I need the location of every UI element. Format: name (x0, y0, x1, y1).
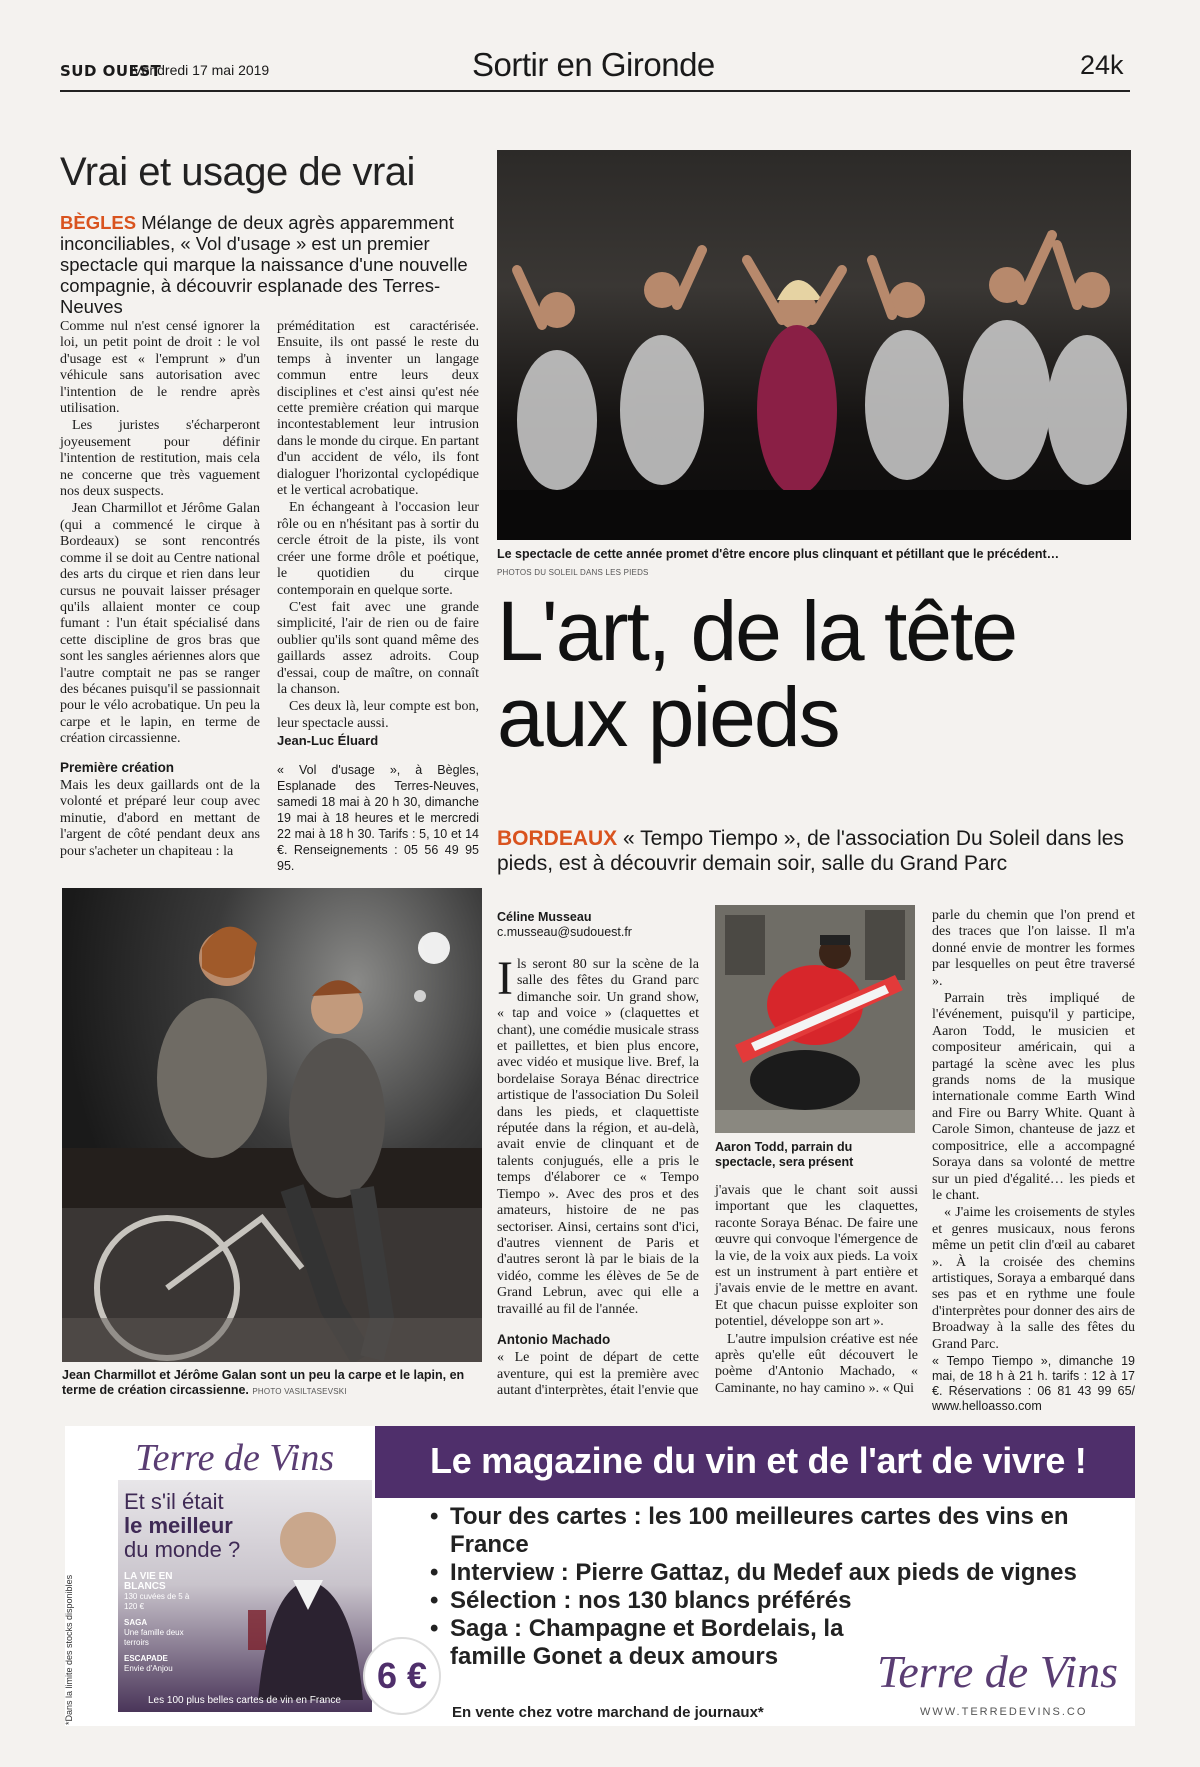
header-rule (60, 90, 1130, 92)
article2-paragraph: Parrain très impliqué de l'événement, puisqu'il y participe, Aaron Todd, le musicien et compositeur américain, qui a partagé la scène avec les plus grands noms de la musique internationale comme Earth Wind and Fire ou Barry White. Quant à Carole Simon, chanteuse de jazz et compositrice, elle a accompagné Soraya dans sa volonté de mettre sur un pied d'égalité… les pieds et le chant. (932, 991, 1135, 1203)
photo-aaron-todd (715, 905, 915, 1133)
cover-tag: Une famille deux terroirs (124, 1628, 184, 1647)
article1-paragraph: C'est fait avec une grande simplicité, l'air de rien ou de faire oublier qu'ils sont quand même des gaillards assez adroits. Coup d'essai, coup de maître, on connaît la chanson. (277, 599, 479, 697)
cover-tag: Envie d'Anjou (124, 1664, 173, 1673)
ad-stock-note-text: *Dans la limite des stocks disponibles (64, 1574, 74, 1725)
ad-magazine-cover (118, 1480, 372, 1712)
ad-price-badge: 6 € (363, 1637, 441, 1715)
ad-bullet: • Interview : Pierre Gattaz, du Medef aux pieds de vignes (430, 1559, 1150, 1587)
ad-bullet: • Tour des cartes : les 100 meilleures cartes des vins en France (430, 1503, 1150, 1559)
ad-bullet: • Sélection : nos 130 blancs préférés (430, 1587, 1150, 1615)
article2-paragraph-lead (497, 952, 699, 1318)
article2-standfirst (497, 826, 1137, 876)
cover-line3: du monde ? (124, 1537, 241, 1562)
article1-info: « Vol d'usage », à Bègles, Esplanade des Terres-Neuves, samedi 18 mai à 20 h 30, dimanche 19 mai à 18 heures et le mercredi 22 mai à 18 h 30. Tarifs : 5, 10 et 14 €. Renseignements : 05 56 49 95 95. (277, 762, 479, 873)
article2-email[interactable]: c.musseau@sudouest.fr (497, 925, 632, 939)
ad-stock-note (60, 1565, 80, 1725)
photo-dance-troupe (497, 150, 1131, 540)
cover-portrait (238, 1500, 368, 1700)
article2-byline (497, 910, 632, 940)
ad-footer: En vente chez votre marchand de journaux* (452, 1704, 764, 1721)
cover-tag: SAGA (124, 1618, 148, 1627)
article1-standfirst-text: Mélange de deux agrès apparemment inconciliables, « Vol d'usage » est un premier spectacle qui marque la naissance d'une nouvelle compagnie, à découvrir esplanade des Terres-Neuves (60, 212, 468, 317)
article2-info: « Tempo Tiempo », dimanche 19 mai, de 18 h à 21 h. tarifs : 12 à 17 €. Réservations : 06 81 43 99 65/ www.helloasso.com (932, 1353, 1135, 1413)
cover-line1: Et s'il était (124, 1489, 224, 1514)
article1-column-2 (277, 319, 479, 874)
brand-logo: SUD OUEST (60, 62, 162, 80)
article2-lead-text: ls seront 80 sur la scène de la salle des fêtes du Grand parc dimanche soir. Un grand show, « tap and voice » (claquettes et chant), une comédie musicale strass et paillettes, et bien plus encore, avec vidéo et musique live. Bref, la bordelaise Soraya Bénac directrice artistique de l'association Du Soleil dans les pieds, et claquettiste réputée dans la région, et au-delà, avait envie de clinquant et de talents conjugués, elle a pris le temps d'élaborer ce « Tempo Tiempo ». Avec des pros et des amateurs, histoire de ne pas sectoriser. Ainsi, certains sont d'ici, d'autres viennent de Paris et d'autres seront là par le biais de la vidéo, comme les élèves de 5e de Grand Lebrun, avec qui elle a travaillé au fil de l'année. (497, 957, 699, 1317)
article2-column-1 (497, 952, 699, 1401)
cover-tag: 130 cuvées de 5 à 120 € (124, 1592, 190, 1611)
cover-headline (124, 1490, 240, 1562)
cirque-illustration (62, 888, 482, 1362)
ad-bullet: • Saga : Champagne et Bordelais, la famille Gonet a deux amours (430, 1615, 880, 1671)
cover-bottom: Les 100 plus belles cartes de vin en France (148, 1695, 341, 1706)
article2-column-3 (932, 908, 1135, 1415)
photo-cirque-credit: PHOTO VASILTASEVSKI (252, 1387, 347, 1396)
page-number: 24k (1080, 50, 1124, 80)
ad-logo-bottom: Terre de Vins (877, 1646, 1119, 1697)
article1-title: Vrai et usage de vrai (60, 150, 415, 194)
article1-paragraph: En échangeant à l'occasion leur rôle ou en n'hésitant pas à sortir du cercle étroit de la piste, ils vont créer une forme drôle et poétique, le quotidien du cirque contemporain en quelque sorte. (277, 500, 479, 598)
cover-tags (124, 1572, 204, 1674)
article2-kicker: BORDEAUX (497, 827, 618, 850)
article1-column-1 (60, 319, 260, 861)
article2-column-2 (715, 1183, 918, 1398)
photo-cirque-caption-text: Jean Charmillot et Jérôme Galan sont un peu la carpe et le lapin, en terme de création circassienne. (62, 1368, 465, 1397)
photo-dance-credit: PHOTOS DU SOLEIL DANS LES PIEDS (497, 568, 649, 577)
article2-title-line1: L'art, de la tête (497, 584, 1017, 678)
article2-title (497, 584, 1137, 764)
photo-cirque-performers (62, 888, 482, 1362)
article2-paragraph: « J'aime les croisements de styles et genres musicaux, nous ferons même un petit clin d'œil au cabaret ». À la croisée des chemins artistiques, Soraya a embarqué dans ses pas et en rythme une foule d'interprètes pour donner des airs de Broadway à la salle des fêtes du Grand Parc. (932, 1205, 1135, 1352)
cover-line2: le meilleur (124, 1513, 233, 1538)
article1-subhead: Première création (60, 759, 175, 775)
article1-paragraph: Jean Charmillot et Jérôme Galan (qui a commencé le cirque à Bordeaux) se sont rencontrés comme il se doit au Centre national des arts du cirque et rien dans leur cursus ne pouvait laisser présager qu'ils allaient monter ce coup fumant : l'un était spécialisé dans cette discipline de gros bras que sont les sangles aériennes alors que l'autre comptait ne pas se ranger des bécanes puisqu'il se passionnait pour le vélo acrobatique. Un peu la carpe et le lapin, en terme de création circassienne. (60, 501, 260, 747)
photo-aaron-caption: Aaron Todd, parrain du spectacle, sera présent (715, 1140, 854, 1169)
article2-author: Céline Musseau (497, 910, 592, 924)
cover-tag: ESCAPADE (124, 1654, 168, 1663)
article1-paragraph: Les juristes s'écharperont joyeusement pour définir l'intention de restitution, mais cela ne concerne que très vaguement nos deux suspects. (60, 418, 260, 500)
article1-paragraph: préméditation est caractérisée. Ensuite, ils ont passé le reste du temps à inventer un langage commun entre leurs deux disciplines et c'est ainsi qu'est née cette première création qui marque incontestablement leur intrusion dans le monde du cirque. En partant d'un accident de vélo, ils font dialoguer l'horizontal cyclopédique et le vertical acrobatique. (277, 319, 479, 499)
article2-standfirst-text: « Tempo Tiempo », de l'association Du Soleil dans les pieds, est à découvrir demain soir, salle du Grand Parc (497, 827, 1124, 875)
article2-paragraph: parle du chemin que l'on prend et des traces que l'on laisse. Il m'a donné envie de montrer les formes par lesquelles on peut être traversé ». (932, 908, 1135, 989)
article1-kicker: BÈGLES (60, 212, 137, 233)
article1-paragraph: Ces deux là, leur compte est bon, leur spectacle aussi. (277, 699, 479, 731)
article2-title-line2: aux pieds (497, 670, 839, 764)
ad-headline: Le magazine du vin et de l'art de vivre ! (430, 1440, 1087, 1481)
article2-paragraph: j'avais que le chant soit aussi important que les claquettes, raconte Soraya Bénac. De faire une œuvre qui convoque l'émergence de la vie, de la voix aux pieds. La voix est un instrument à part entière et j'avais envie de le mettre en avant. Et que chacun puisse exploiter son potentiel, développe son art ». (715, 1183, 918, 1330)
article2-subhead: Antonio Machado (497, 1331, 611, 1347)
article1-paragraph: Mais les deux gaillards ont de la volonté et préparé leur coup avec minutie, d'abord en mettant de l'argent de côté pendant deux ans pour s'acheter un chapiteau : la (60, 777, 260, 859)
section-title: Sortir en Gironde (472, 46, 715, 83)
article1-signature: Jean-Luc Éluard (277, 733, 379, 749)
article2-paragraph: L'autre impulsion créative est née après qu'elle eût découvert le poème d'Antonio Machado, « Caminante, no hay camino ». « Qui (715, 1331, 918, 1396)
article2-dropcap: I (497, 952, 513, 1005)
article2-paragraph: « Le point de départ de cette aventure, qui est la première avec autant d'interprètes, était l'envie que (497, 1350, 699, 1399)
article1-standfirst (60, 212, 480, 317)
photo-dance-caption: Le spectacle de cette année promet d'être encore plus clinquant et pétillant que le précédent… (497, 547, 1060, 561)
photo-cirque-caption (62, 1368, 492, 1399)
article1-paragraph: Comme nul n'est censé ignorer la loi, un petit point de droit : le vol d'usage est « l'emprunt » d'un véhicule sans autorisation avec l'intention de le rendre après utilisation. (60, 319, 260, 417)
ad-url[interactable]: WWW.TERREDEVINS.CO (920, 1706, 1088, 1718)
aaron-illustration (715, 905, 915, 1133)
dance-illustration (497, 150, 1131, 540)
ad-logo-top: Terre de Vins (135, 1437, 335, 1479)
issue-date: Vendredi 17 mai 2019 (133, 62, 270, 78)
cover-tag: LA VIE EN BLANCS (124, 1571, 173, 1592)
